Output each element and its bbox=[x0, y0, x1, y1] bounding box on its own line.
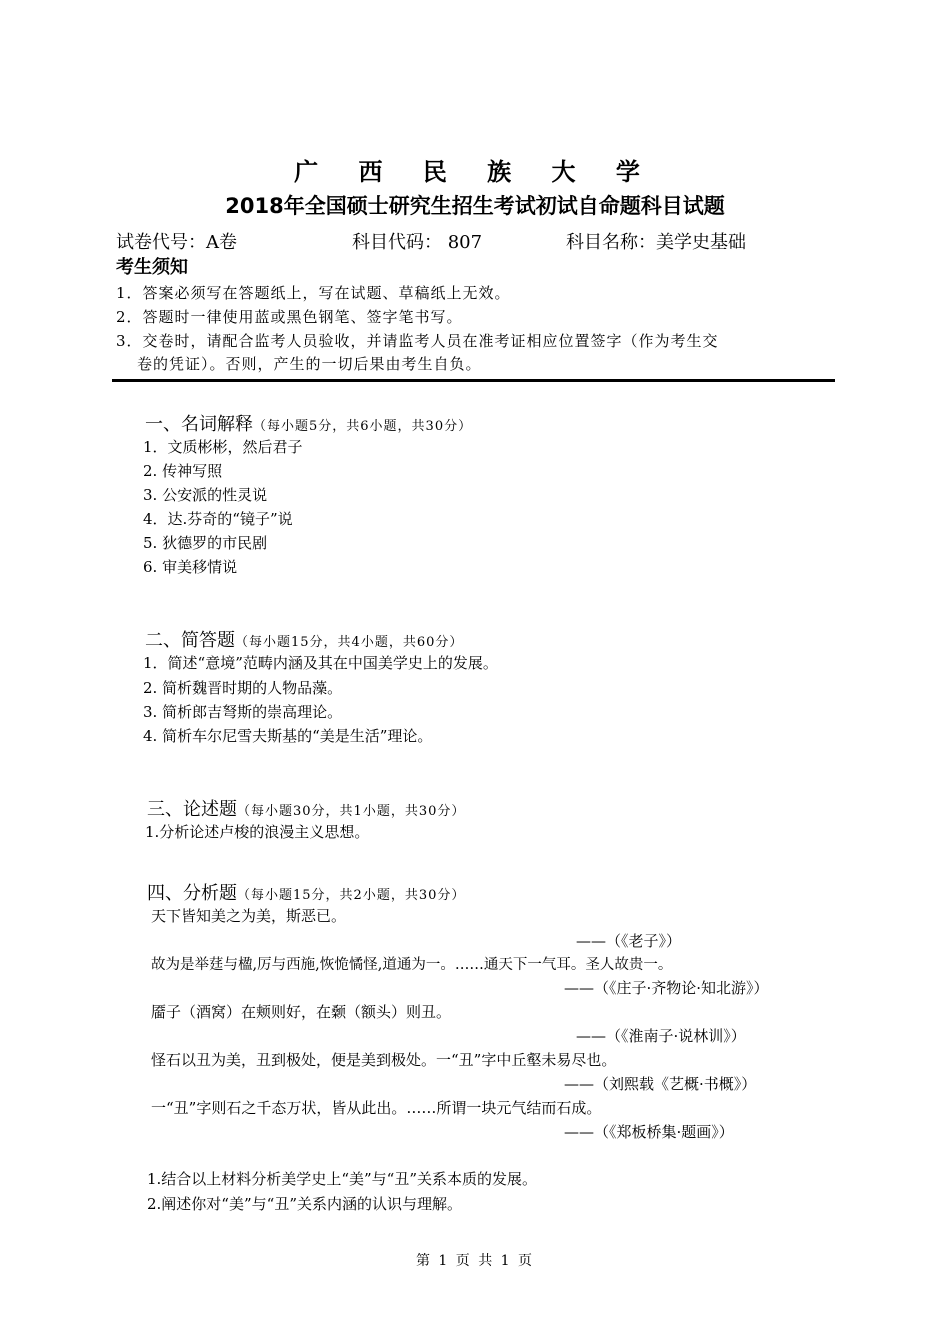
section-note: （每小题5分，共6小题，共30分） bbox=[253, 419, 473, 434]
question-item: 2. 传神写照 bbox=[143, 462, 223, 480]
quote-text: 靥子（酒窝）在颊则好，在颡（额头）则丑。 bbox=[151, 1003, 452, 1021]
exam-title: 2018年全国硕士研究生招生考试初试自命题科目试题 bbox=[225, 194, 725, 218]
question-item: 5. 狄德罗的市民剧 bbox=[143, 534, 268, 552]
notice-item: 1．答案必须写在答题纸上，写在试题、草稿纸上无效。 bbox=[116, 284, 511, 302]
notice-item: 2．答题时一律使用蓝或黑色钢笔、签字笔书写。 bbox=[116, 308, 463, 326]
notice-item: 卷的凭证）。否则，产生的一切后果由考生自负。 bbox=[137, 355, 482, 373]
section-title: 一、名词解释 bbox=[145, 414, 253, 435]
quote-text: 天下皆知美之为美，斯恶已。 bbox=[151, 907, 347, 925]
quote-text: 怪石以丑为美，丑到极处，便是美到极处。一“丑”字中丘壑未易尽也。 bbox=[151, 1051, 617, 1069]
question-item: 2. 简析魏晋时期的人物品藻。 bbox=[143, 679, 343, 697]
quote-source: ——（《淮南子·说林训》） bbox=[576, 1027, 746, 1045]
quote-source: ——（《郑板桥集·题画》） bbox=[564, 1123, 734, 1141]
section-title: 四、分析题 bbox=[147, 883, 237, 904]
quote-source: ——（《老子》） bbox=[576, 932, 682, 950]
section-note: （每小题15分，共2小题，共30分） bbox=[237, 888, 466, 903]
question-item: 3. 简析郎吉弩斯的崇高理论。 bbox=[143, 703, 343, 721]
notice-item: 3．交卷时，请配合监考人员验收，并请监考人员在准考证相应位置签字（作为考生交 bbox=[116, 332, 719, 350]
quote-source: ——（刘熙载《艺概·书概》） bbox=[564, 1075, 757, 1093]
divider bbox=[112, 379, 835, 382]
section-note: （每小题15分，共4小题，共60分） bbox=[235, 635, 464, 650]
section-title: 二、简答题 bbox=[145, 630, 235, 651]
section-heading bbox=[147, 795, 465, 821]
subject-code: 科目代码： 807 bbox=[352, 232, 483, 253]
question-item: 4．达.芬奇的“镜子”说 bbox=[143, 510, 293, 528]
page-footer: 第 1 页 共 1 页 bbox=[415, 1253, 535, 1269]
question-item: 1．简述“意境”范畴内涵及其在中国美学史上的发展。 bbox=[143, 654, 498, 672]
question-item: 1.结合以上材料分析美学史上“美”与“丑”关系本质的发展。 bbox=[147, 1170, 537, 1188]
subject-name: 科目名称：美学史基础 bbox=[566, 232, 746, 253]
quote-text: 故为是举莛与楹,厉与西施,恢恑憰怪,道通为一。……通天下一气耳。圣人故贵一。 bbox=[151, 957, 673, 973]
question-item: 1．文质彬彬，然后君子 bbox=[143, 438, 303, 456]
school-title: 广 西 民 族 大 学 bbox=[294, 158, 656, 186]
question-item: 6. 审美移情说 bbox=[143, 558, 238, 576]
section-title: 三、论述题 bbox=[147, 799, 237, 820]
notice-heading: 考生须知 bbox=[116, 257, 188, 278]
section-heading bbox=[145, 626, 463, 652]
question-item: 3. 公安派的性灵说 bbox=[143, 486, 268, 504]
paper-code: 试卷代号：A卷 bbox=[116, 232, 237, 253]
quote-source: ——（《庄子·齐物论·知北游》） bbox=[564, 979, 769, 997]
question-item: 4. 简析车尔尼雪夫斯基的“美是生活”理论。 bbox=[143, 727, 433, 745]
question-item: 1.分析论述卢梭的浪漫主义思想。 bbox=[145, 823, 370, 841]
section-heading bbox=[147, 879, 465, 905]
section-heading bbox=[145, 410, 472, 436]
question-item: 2.阐述你对“美”与“丑”关系内涵的认识与理解。 bbox=[147, 1195, 462, 1213]
section-note: （每小题30分，共1小题，共30分） bbox=[237, 804, 466, 819]
quote-text: 一“丑”字则石之千态万状，皆从此出。……所谓一块元气结而石成。 bbox=[151, 1099, 602, 1117]
